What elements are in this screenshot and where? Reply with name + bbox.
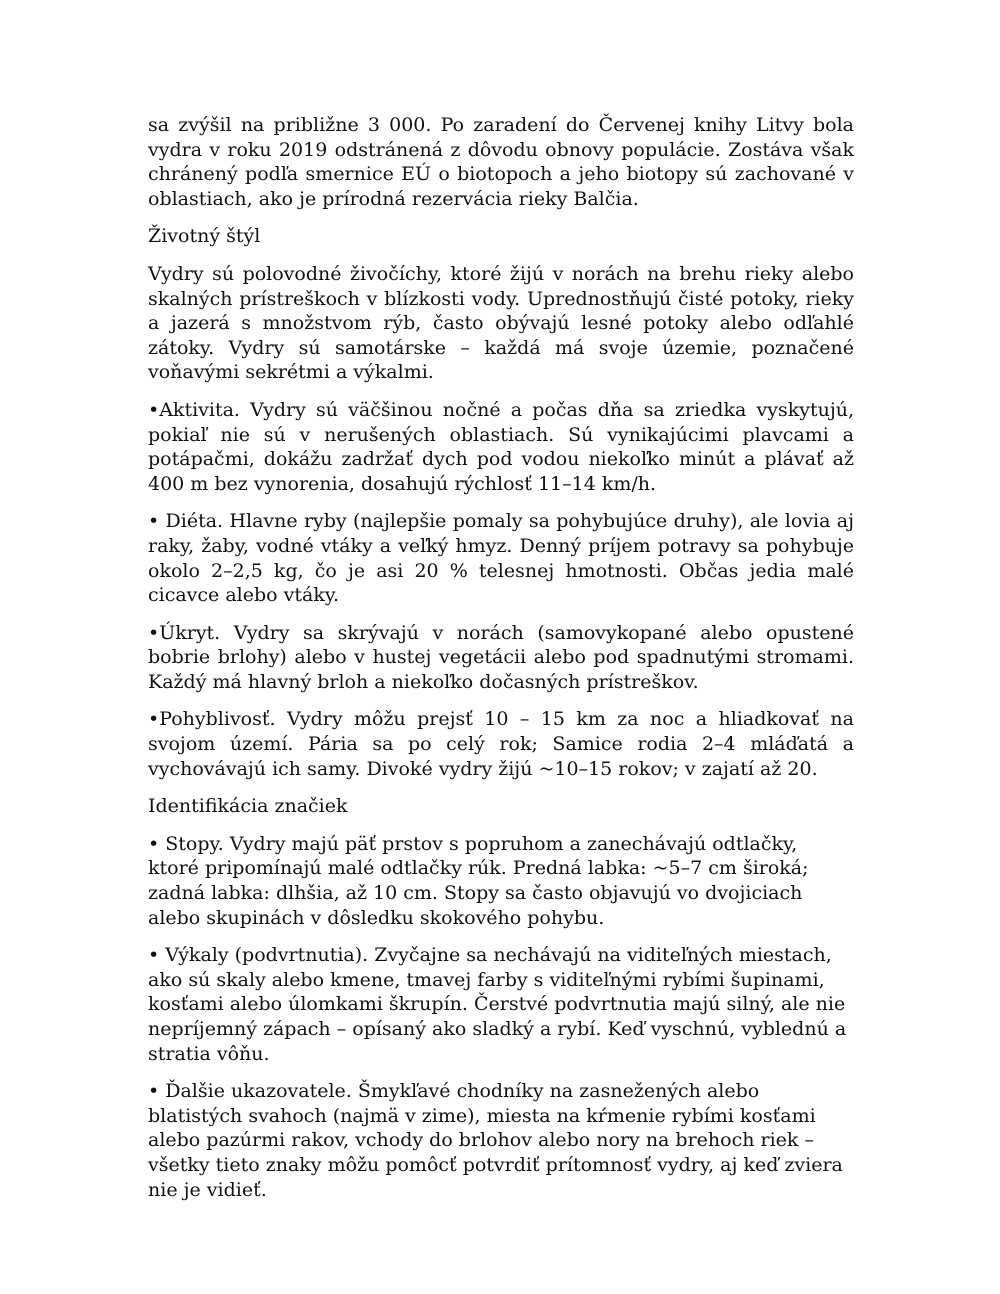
section-heading-lifestyle: Životný štýl xyxy=(148,225,261,248)
bullet-tracks: • Stopy. Vydry majú päť prstov s popruhom a zanechávajú odtlačky, ktoré pripomínajú malé odtlačky rúk. Predná labka: ~5–7 cm široká; zadná labka: dlhšia, až 10 cm. Stopy sa často objavujú vo dvojiciach alebo skupinách v dôsledku skokového pohybu. xyxy=(148,832,809,929)
paragraph-population: sa zvýšil na približne 3 000. Po zaradení do Červenej knihy Litvy bola vydra v roku 2019 odstránená z dôvodu obnovy populácie. Zostáva však chránený podľa smernice EÚ o biotopoch a jeho biotopy sú zachované v oblastiach, ako je prírodná rezervácia rieky Balčia. xyxy=(148,114,854,210)
paragraph-lifestyle: Vydry sú polovodné živočíchy, ktoré žijú v norách na brehu rieky alebo skalných prístreškoch v blízkosti vody. Uprednostňujú čisté potoky, rieky a jazerá s množstvom rýb, často obývajú lesné potoky alebo odľahlé zátoky. Vydry sú samotárske – každá má svoje územie, poznačené voňavými sekrétmi a výkalmi. xyxy=(148,262,854,384)
bullet-spraints: • Výkaly (podvrtnutia). Zvyčajne sa nechávajú na viditeľných miestach, ako sú skaly alebo kmene, tmavej farby s viditeľnými rybími šupinami, kosťami alebo úlomkami škrupín. Čerstvé podvrtnutia majú silný, ale nie nepríjemný zápach – opísaný ako sladký a rybí. Keď vyschnú, vyblednú a stratia vôňu. xyxy=(148,944,847,1065)
bullet-other-signs: • Ďalšie ukazovatele. Šmykľavé chodníky na zasnežených alebo blatistých svahoch (najmä v zime), miesta na kŕmenie rybími kosťami alebo pazúrmi rakov, vchody do brlohov alebo nory na brehoch riek – všetky tieto znaky môžu pomôcť potvrdiť prítomnosť vydry, aj keď zviera nie je vidieť. xyxy=(148,1080,843,1201)
bullet-diet: • Diéta. Hlavne ryby (najlepšie pomaly sa pohybujúce druhy), ale lovia aj raky, žaby, vodné vtáky a veľký hmyz. Denný príjem potravy sa pohybuje okolo 2–2,5 kg, čo je asi 20 % telesnej hmotnosti. Občas jedia malé cicavce alebo vtáky. xyxy=(148,510,854,607)
bullet-mobility: •Pohyblivosť. Vydry môžu prejsť 10 – 15 km za noc a hliadkovať na svojom území. Pária sa po celý rok; Samice rodia 2–4 mláďatá a vychovávajú ich samy. Divoké vydry žijú ~10–15 rokov; v zajatí až 20. xyxy=(148,708,854,780)
bullet-activity: •Aktivita. Vydry sú väčšinou nočné a počas dňa sa zriedka vyskytujú, pokiaľ nie sú v nerušených oblastiach. Sú vynikajúcimi plavcami a potápačmi, dokážu zadržať dych pod vodou niekoľko minút a plávať až 400 m bez vynorenia, dosahujú rýchlosť 11–14 km/h. xyxy=(148,398,854,495)
section-heading-identification: Identifikácia značiek xyxy=(148,795,348,818)
document-page xyxy=(148,113,854,1215)
bullet-shelter: •Úkryt. Vydry sa skrývajú v norách (samovykopané alebo opustené bobrie brlohy) alebo v hustej vegetácii alebo pod spadnutými stromami. Každý má hlavný brloh a niekoľko dočasných prístreškov. xyxy=(148,621,854,693)
